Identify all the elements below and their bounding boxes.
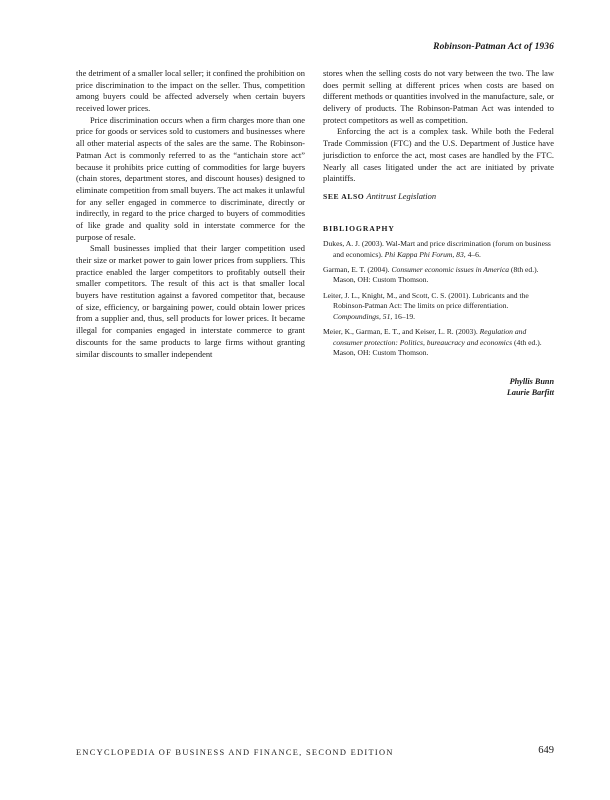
left-paragraph-2: Price discrimination occurs when a firm charges more than one price for goods or services sold to customers and businesses where all other material aspects of the sales are the same. The Robinson-Patman Act is commonly referred to as the “antichain store act” because it prohibits price cutting of commodities for large buyers (chain stores, department stores, and discount houses) designed to eliminate competition from small buyers. The act makes it unlawful for any seller engaged in commerce to discriminate, directly or indirectly, in regard to the price charged to buyers of commodities of like grade and quality sold in interstate commerce for the purpose of resale. [76, 114, 306, 242]
see-also-link[interactable]: Antitrust Legislation [366, 190, 437, 201]
bibliography-entry: Dukes, A. J. (2003). Wal-Mart and price discrimination (forum on business and economics). Phi Kappa Phi Forum, 83, 4–6. [323, 239, 551, 259]
footer-publication-title: ENCYCLOPEDIA OF BUSINESS AND FINANCE, SECOND EDITION [76, 748, 394, 757]
right-paragraph-1: stores when the selling costs do not vary between the two. The law does permit selling at different prices when costs are based on different methods or quantities involved in the manufacture, sale, or delivery of products. The Robinson-Patman Act was intended to protect competitors as well as competition. [323, 68, 554, 125]
left-column [76, 68, 305, 360]
bibliography-entry: Leiter, J. L., Knight, M., and Scott, C. S. (2001). Lubricants and the Robinson-Patman Act: The limits on price differentiation. Compoundings, 51, 16–19. [323, 290, 529, 321]
page-number: 649 [538, 745, 554, 756]
running-head: Robinson-Patman Act of 1936 [433, 42, 554, 52]
author-name: Phyllis Bunn [509, 377, 554, 387]
right-column [323, 68, 554, 398]
left-paragraph-3: Small businesses implied that their larger competition used their size or market power to gain lower prices from suppliers. This practice enabled the larger competitors to profitably outsell their smaller competitors. The result of this act is that smaller local buyers have restitution against a favored competitor that, because of size, efficiency, or bargaining power, could obtain lower prices from a supplier and, thus, sell products for lower prices. It became illegal for companies engaged in interstate commerce to grant discounts for the same products to large firms without granting similar discounts to smaller independent [76, 243, 305, 359]
author-credits [323, 376, 554, 398]
bibliography-heading: BIBLIOGRAPHY [323, 223, 395, 233]
see-also [323, 191, 554, 203]
see-also-label: SEE ALSO [323, 191, 365, 201]
bibliography-entry: Garman, E. T. (2004). Consumer economic issues in America (8th ed.). Mason, OH: Custom Thomson. [323, 265, 539, 285]
right-paragraph-2: Enforcing the act is a complex task. While both the Federal Trade Commission (FTC) and the U.S. Department of Justice have jurisdiction to enforce the act, most cases are handled by the FTC. Nearly all cases litigated under the act are initiated by private plaintiffs. [323, 126, 554, 184]
bibliography-entry: Meier, K., Garman, E. T., and Keiser, L. R. (2003). Regulation and consumer protection: Politics, bureaucracy and economics (4th ed.). Mason, OH: Custom Thomson. [323, 327, 542, 357]
author-name: Laurie Barfitt [506, 388, 554, 398]
left-paragraph-1: the detriment of a smaller local seller; it confined the prohibition on price discrimination to the impact on the seller. Thus, competition among buyers could be affected adversely when certain buyers received lower prices. [76, 68, 305, 114]
bibliography-list [323, 239, 554, 358]
